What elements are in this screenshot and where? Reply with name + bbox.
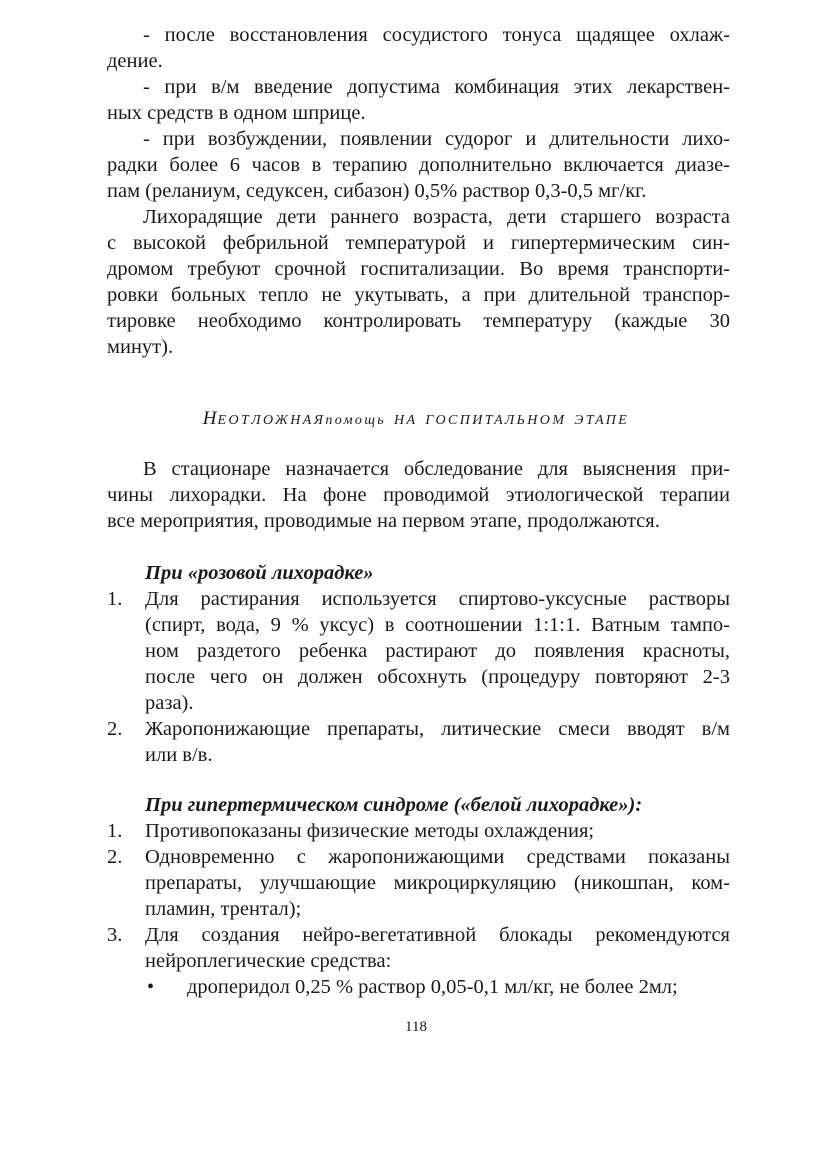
list-item-line: нейроплегические средства:: [145, 950, 392, 972]
text-line: дромом требуют срочной госпитализации. Во время транспорти-: [107, 258, 730, 280]
text-line: ровки больных тепло не укутывать, а при длительной транспор-: [107, 284, 730, 306]
list-number: 1.: [107, 588, 123, 610]
text-line: с высокой фебрильной температурой и гипертермическим син-: [107, 232, 730, 254]
list-number: 1.: [107, 820, 123, 842]
bullet-item-line: дроперидол 0,25 % раствор 0,05-0,1 мл/кг, не более 2мл;: [187, 976, 678, 998]
text-line: дение.: [107, 50, 163, 72]
heading-word: НА ГОСПИТАЛЬНОМ ЭТАПЕ: [393, 413, 630, 428]
list-item-line: Для растирания используется спиртово-уксусные растворы: [145, 588, 730, 610]
text-line: - при возбуждении, появлении судорог и длительности лихо-: [143, 128, 730, 150]
list-number: 2.: [107, 718, 123, 740]
list-item-line: после чего он должен обсохнуть (процедуру повторяют 2-3: [145, 666, 730, 688]
subheading: При «розовой лихорадке»: [145, 562, 374, 584]
heading-initial: Н: [202, 408, 218, 429]
heading-word: ЕОТЛОЖНАЯ: [217, 413, 326, 428]
text-line: пам (реланиум, седуксен, сибазон) 0,5% раствор 0,3-0,5 мг/кг.: [107, 180, 647, 202]
page-number: 118: [405, 1019, 427, 1035]
list-item-line: препараты, улучшающие микроциркуляцию (никошпан, ком-: [145, 872, 730, 894]
text-line: - при в/м введение допустима комбинация этих лекарствен-: [143, 76, 730, 98]
text-line: тировке необходимо контролировать температуру (каждые 30: [107, 310, 730, 332]
subheading: При гипертермическом синдроме («белой лихорадке»):: [145, 794, 643, 816]
list-number: 2.: [107, 846, 123, 868]
list-number: 3.: [107, 924, 123, 946]
list-item-line: ном раздетого ребенка растирают до появления красноты,: [145, 640, 730, 662]
list-item-line: или в/в.: [145, 744, 213, 766]
list-item-line: (спирт, вода, 9 % уксус) в соотношении 1:1:1. Ватным тампо-: [145, 614, 730, 636]
text-line: В стационаре назначается обследование для выяснения при-: [143, 458, 730, 480]
list-item-line: Одновременно с жаропонижающими средствами показаны: [145, 846, 730, 868]
list-item-line: пламин, трентал);: [145, 898, 302, 920]
text-line: все мероприятия, проводимые на первом этапе, продолжаются.: [107, 510, 660, 532]
text-line: ных средств в одном шприце.: [107, 102, 366, 124]
text-line: чины лихорадки. На фоне проводимой этиологической терапии: [107, 484, 730, 506]
text-line: - после восстановления сосудистого тонуса щадящее охлаж-: [143, 24, 730, 46]
list-item-line: Противопоказаны физические методы охлаждения;: [145, 820, 595, 842]
heading-word: помощь: [325, 413, 387, 428]
text-line: минут).: [107, 336, 174, 358]
bullet-icon: •: [147, 976, 155, 998]
section-heading: [0, 408, 832, 430]
list-item-line: Для создания нейро-вегетативной блокады рекомендуются: [145, 924, 730, 946]
text-line: радки более 6 часов в терапию дополнительно включается диазе-: [107, 154, 730, 176]
list-item-line: Жаропонижающие препараты, литические смеси вводят в/м: [145, 718, 730, 740]
text-line: Лихорадящие дети раннего возраста, дети старшего возраста: [143, 206, 730, 228]
list-item-line: раза).: [145, 692, 194, 714]
